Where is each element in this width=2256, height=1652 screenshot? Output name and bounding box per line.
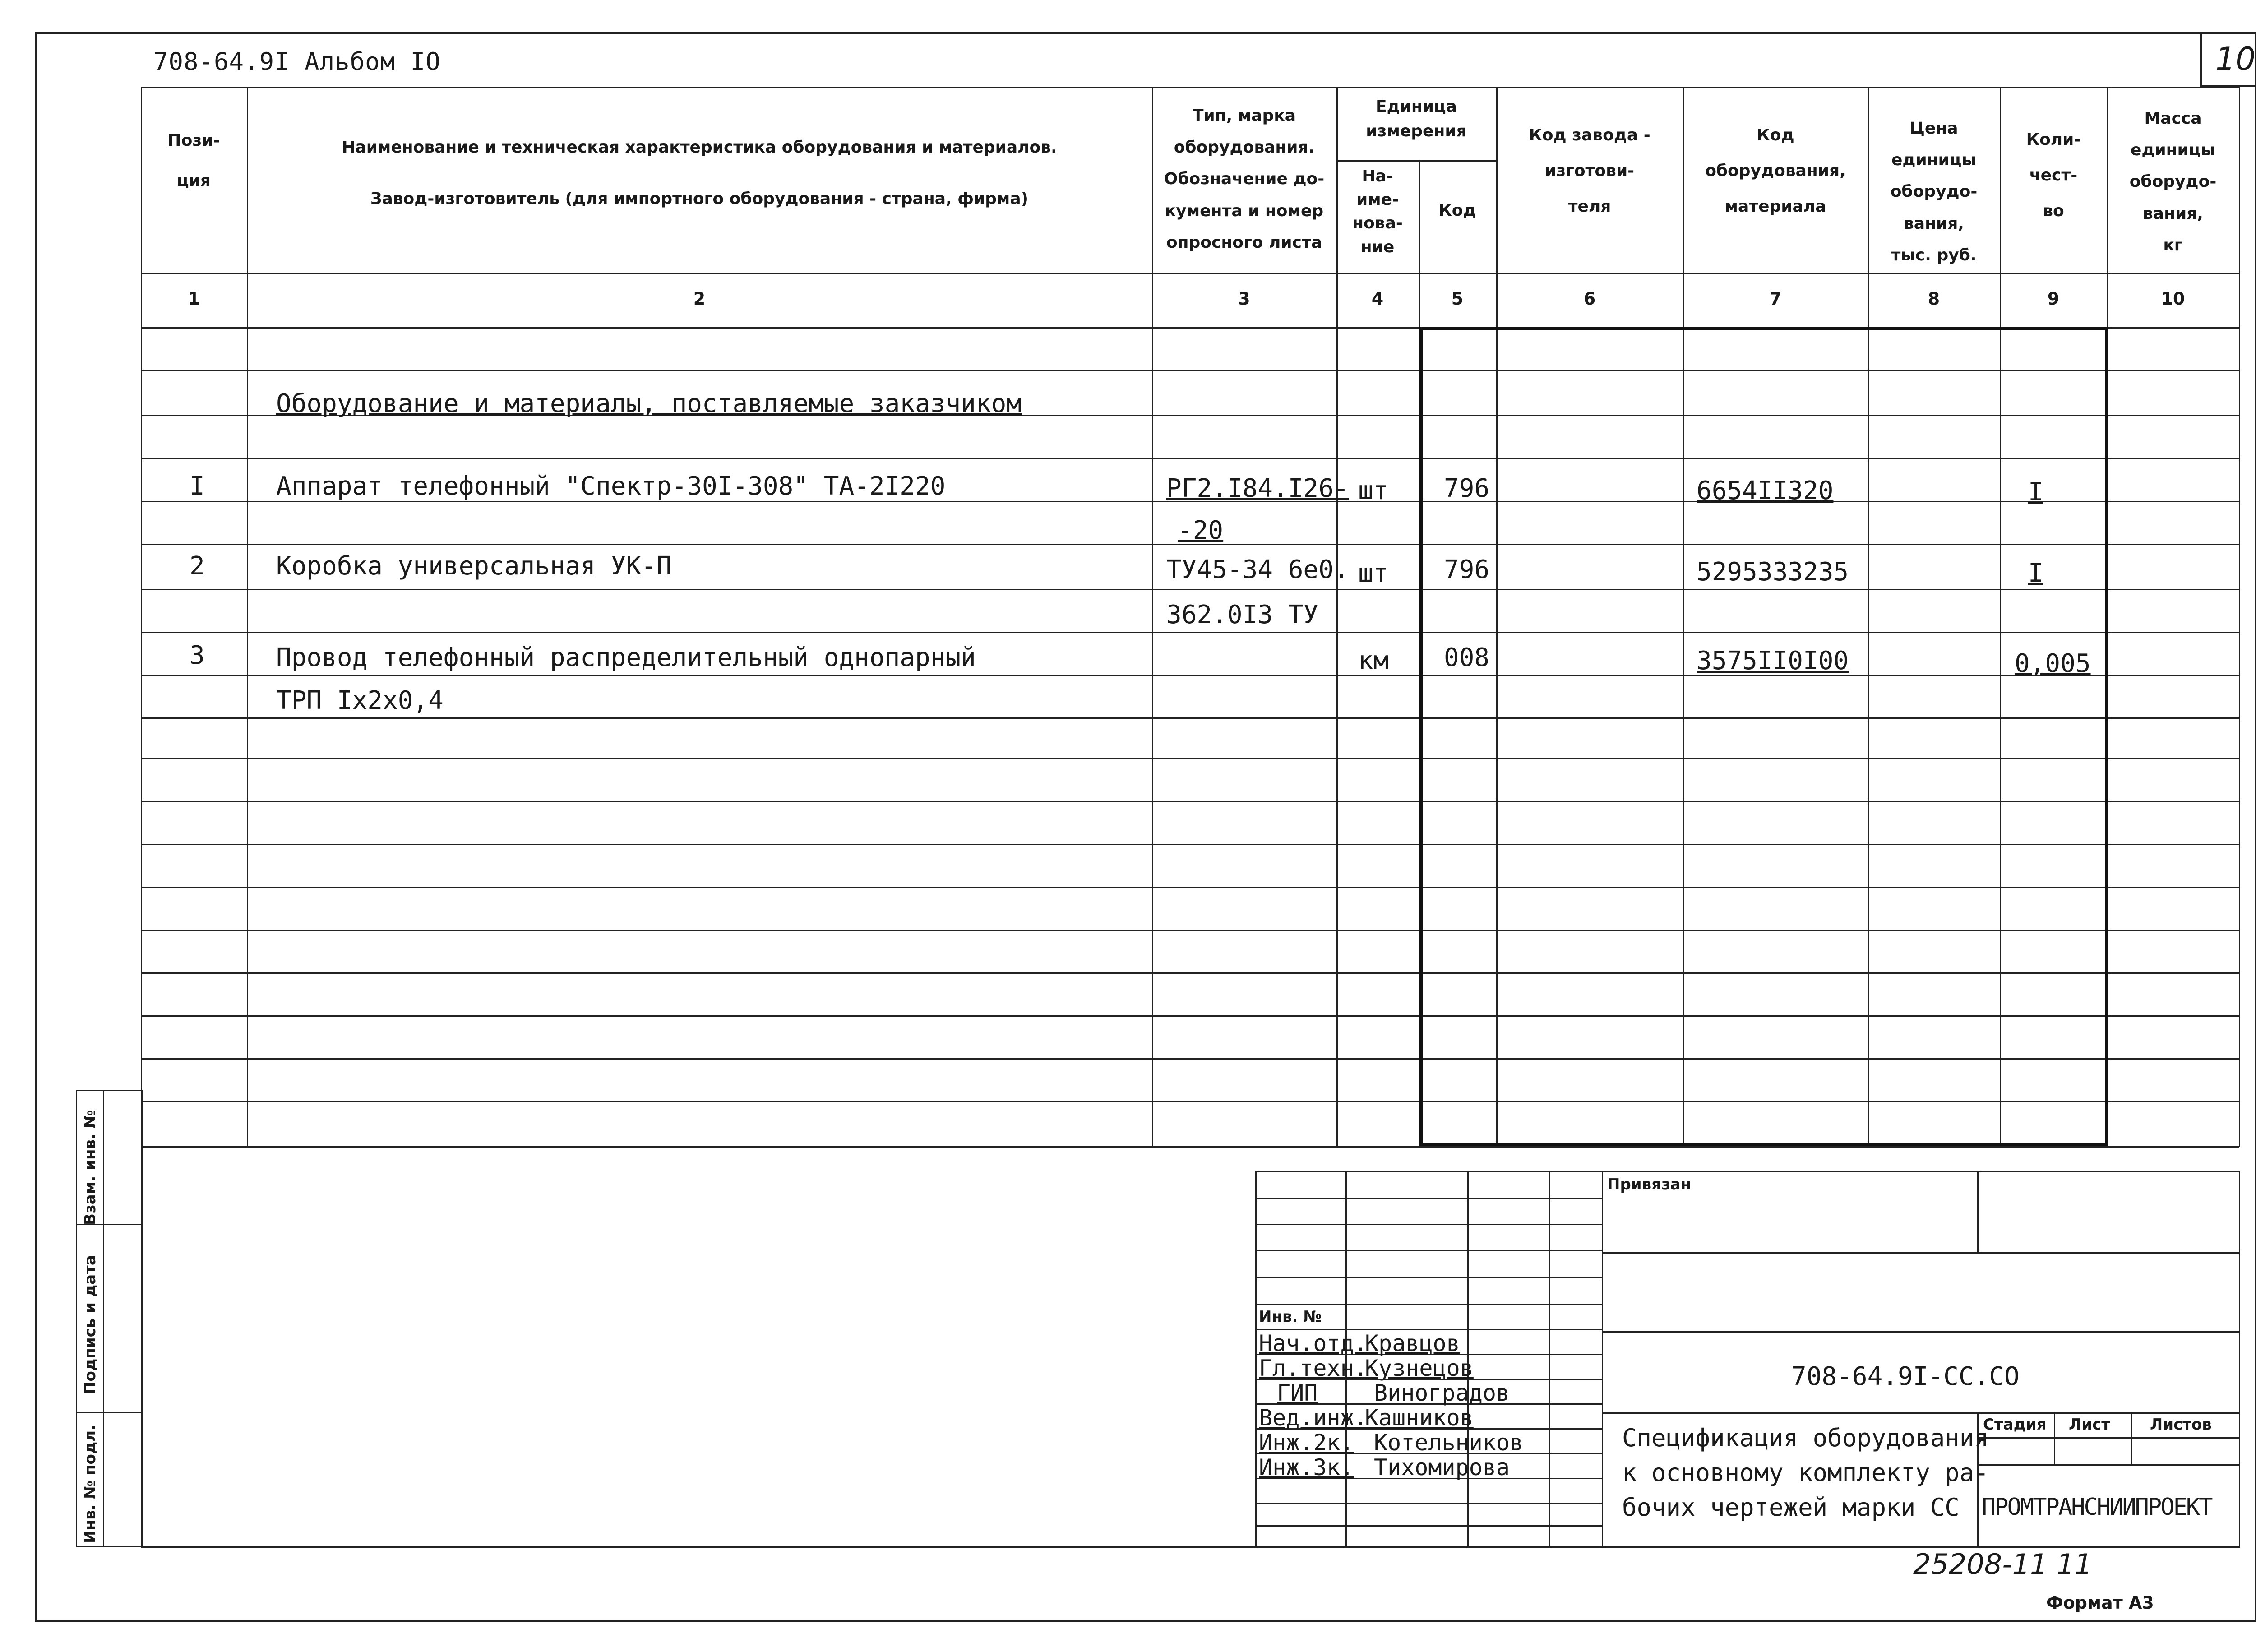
col6-header: Код завода - изготови- теля <box>1529 126 1650 216</box>
row-equipment-code: 6654II320 <box>1697 476 1834 505</box>
row-type: ТУ45-34 6е0. <box>1166 555 1349 584</box>
doc-title-line: Спецификация оборудования <box>1622 1424 1989 1452</box>
row-name: Провод телефонный распределительный однопарный <box>276 643 976 672</box>
row-equipment-code: 3575II0I00 <box>1697 646 1849 676</box>
staff-role: Инж.3к. <box>1259 1454 1354 1481</box>
section-title: Оборудование и материалы, поставляемые заказчиком <box>276 389 1022 418</box>
label-inv-no: Инв. № <box>1259 1308 1322 1326</box>
col-number: 3 <box>1238 289 1250 309</box>
header-doc-code: 708-64.9I Альбом IO <box>153 47 441 76</box>
col45-header: Единица измерения <box>1366 97 1467 140</box>
heavy-border-region <box>1419 327 2108 1146</box>
archive-number: 25208-11 11 <box>1913 1548 2093 1581</box>
row-type-cont: 362.0I3 ТУ <box>1166 600 1319 629</box>
col-number: 10 <box>2161 289 2185 309</box>
row-quantity: I <box>2028 559 2043 588</box>
row-name: Аппарат телефонный "Спектр-30I-308" ТА-2I220 <box>276 472 946 501</box>
col-number: 2 <box>693 289 706 309</box>
label-inv-podl: Инв. № подл. <box>81 1424 99 1543</box>
doc-designation: 708-64.9I-СС.СО <box>1791 1362 2020 1391</box>
col-number: 6 <box>1583 289 1596 309</box>
col4-header: На- име- нова- ние <box>1352 167 1403 256</box>
staff-name: Виноградов <box>1374 1380 1510 1406</box>
label-privyazan: Привязан <box>1607 1175 1692 1194</box>
format-label: Формат А3 <box>2046 1593 2154 1613</box>
staff-role: Инж.2к. <box>1259 1430 1354 1456</box>
staff-role: Гл.техн. <box>1259 1355 1368 1381</box>
label-podpis-data: Подпись и дата <box>81 1255 99 1394</box>
staff-name: Котельников <box>1374 1430 1524 1456</box>
col1-header: Пози- ция <box>167 131 220 190</box>
staff-role: Вед.инж. <box>1259 1405 1368 1431</box>
row-unit: шт <box>1358 559 1389 588</box>
row-unit-code: 796 <box>1444 474 1490 503</box>
row-position: 3 <box>190 641 205 670</box>
row-unit-code: 796 <box>1444 555 1490 584</box>
staff-name: Кравцов <box>1365 1330 1460 1356</box>
row-name: Коробка универсальная УК-П <box>276 551 672 581</box>
col-number: 7 <box>1769 289 1782 309</box>
organization-name: ПРОМТРАНСНИИПРОЕКТ <box>1982 1494 2212 1521</box>
col-number: 4 <box>1371 289 1384 309</box>
sheet-number: 10 <box>2215 41 2256 78</box>
staff-name: Кашников <box>1365 1405 1474 1431</box>
row-name-cont: ТРП Iх2х0,4 <box>276 686 444 715</box>
row-position: 2 <box>190 551 205 581</box>
row-unit: км <box>1358 646 1389 676</box>
row-quantity: I <box>2028 477 2043 507</box>
row-position: I <box>190 472 205 501</box>
col-number: 1 <box>188 289 200 309</box>
staff-role: Нач.отд. <box>1259 1330 1368 1356</box>
staff-name: Тихомирова <box>1374 1454 1510 1481</box>
col7-header: Код оборудования, материала <box>1705 126 1846 216</box>
col-number: 5 <box>1451 289 1464 309</box>
label-list: Лист <box>2069 1416 2110 1434</box>
col-number: 8 <box>1928 289 1940 309</box>
col-number: 9 <box>2047 289 2060 309</box>
row-type: РГ2.I84.I26- <box>1166 474 1349 503</box>
row-equipment-code: 5295333235 <box>1697 557 1849 587</box>
col5-header: Код <box>1438 201 1476 220</box>
doc-title-line: бочих чертежей марки СС <box>1622 1493 1960 1522</box>
row-unit: шт <box>1358 476 1389 505</box>
staff-name: Кузнецов <box>1365 1355 1474 1381</box>
col10-header: Масса единицы оборудо- вания, кг <box>2129 109 2217 255</box>
row-quantity: 0,005 <box>2015 649 2091 678</box>
doc-title-line: к основному комплекту ра- <box>1622 1458 1989 1487</box>
row-unit-code: 008 <box>1444 643 1490 672</box>
col2-header: Наименование и техническая характеристика оборудования и материалов. Завод-изготовитель (для импортного оборудования - страна, фирма) <box>342 138 1057 208</box>
label-stadia: Стадия <box>1983 1416 2047 1434</box>
label-listov: Листов <box>2150 1416 2212 1434</box>
col9-header: Коли- чест- во <box>2026 130 2081 221</box>
col8-header: Цена единицы оборудо- вания, тыс. руб. <box>1890 119 1978 264</box>
staff-role: ГИП <box>1277 1380 1318 1406</box>
col3-header: Тип, марка оборудования. Обозначение до- кумента и номер опросного листа <box>1164 106 1325 252</box>
row-type-cont: -20 <box>1178 516 1224 545</box>
label-vzam-inv: Взам. инв. № <box>81 1110 99 1225</box>
